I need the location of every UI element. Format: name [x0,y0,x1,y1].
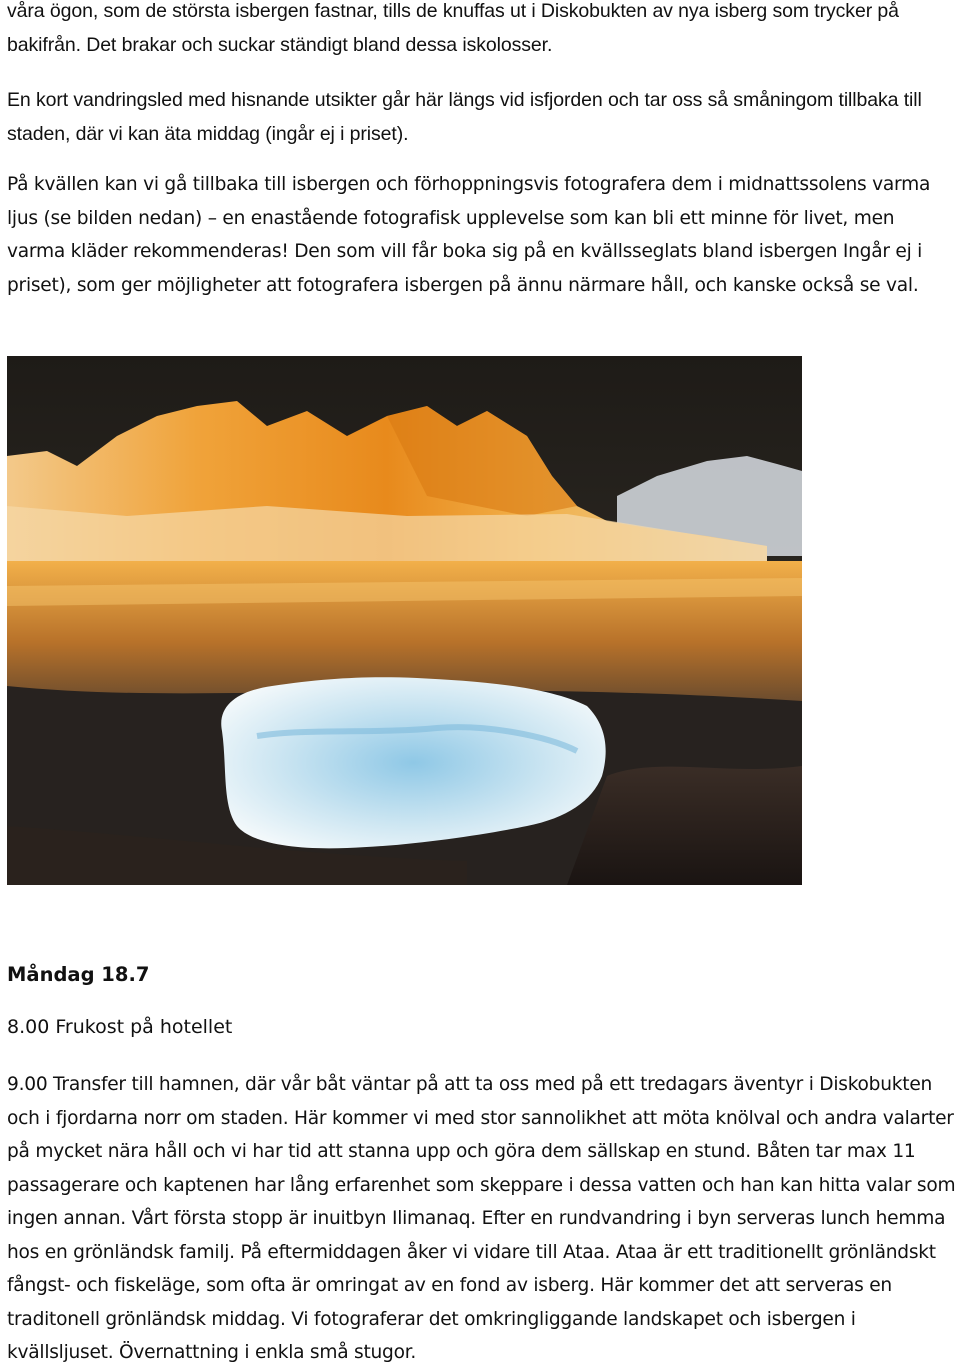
evening-paragraph: På kvällen kan vi gå tillbaka till isbergen och förhoppningsvis fotografera dem i midnattssolens varma ljus (se bilden nedan) – en enastående fotografisk upplevelse som kan bli ett minne för livet, men varma kläder rekommenderas! Den som vill får boka sig på en kvällsseglats bland isbergen Ingår ej i priset), som ger möjligheter att fotografera isbergen på ännu närmare håll, och kanske också se val. [7,174,931,296]
intro-paragraph: våra ögon, som de största isbergen fastnar, tills de knuffas ut i Diskobukten av nya isberg som trycker på bakifrån. Det brakar och suckar ständigt bland dessa iskolosser. [7,0,899,56]
schedule-item-breakfast: 8.00 Frukost på hotellet [7,1016,233,1038]
schedule-item-transfer: 9.00 Transfer till hamnen, där vår båt väntar på att ta oss med på ett tredagars äventyr i Diskobukten och i fjordarna norr om staden. Här kommer vi med stor sannolikhet att möta knölval och andra valarter på mycket nära håll och vi har tid att stanna upp och göra dem sällskap en stund. Båten tar max 11 passagerare och kaptenen har lång erfarenhet som skeppare i dessa vatten och han kan hitta valar som ingen annan. Vårt första stopp är inuitbyn Ilimanaq. Efter en rundvandring i byn serveras lunch hemma hos en grönländsk familj. På eftermiddagen åker vi vidare till Ataa. Ataa är ett traditionellt grönländskt fångst- och fiskeläge, som ofta är omringat av en fond av isberg. Här kommer det att serveras en traditonell grönländsk middag. Vi fotograferar det omkringliggande landskapet och isbergen i kvällsljuset. Övernattning i enkla små stugor. [7,1074,956,1363]
day-heading: Måndag 18.7 [7,963,150,986]
hiking-paragraph: En kort vandringsled med hisnande utsikter går här längs vid isfjorden och tar oss så småningom tillbaka till staden, där vi kan äta middag (ingår ej i priset). [7,89,922,145]
iceberg-photo [7,356,802,885]
